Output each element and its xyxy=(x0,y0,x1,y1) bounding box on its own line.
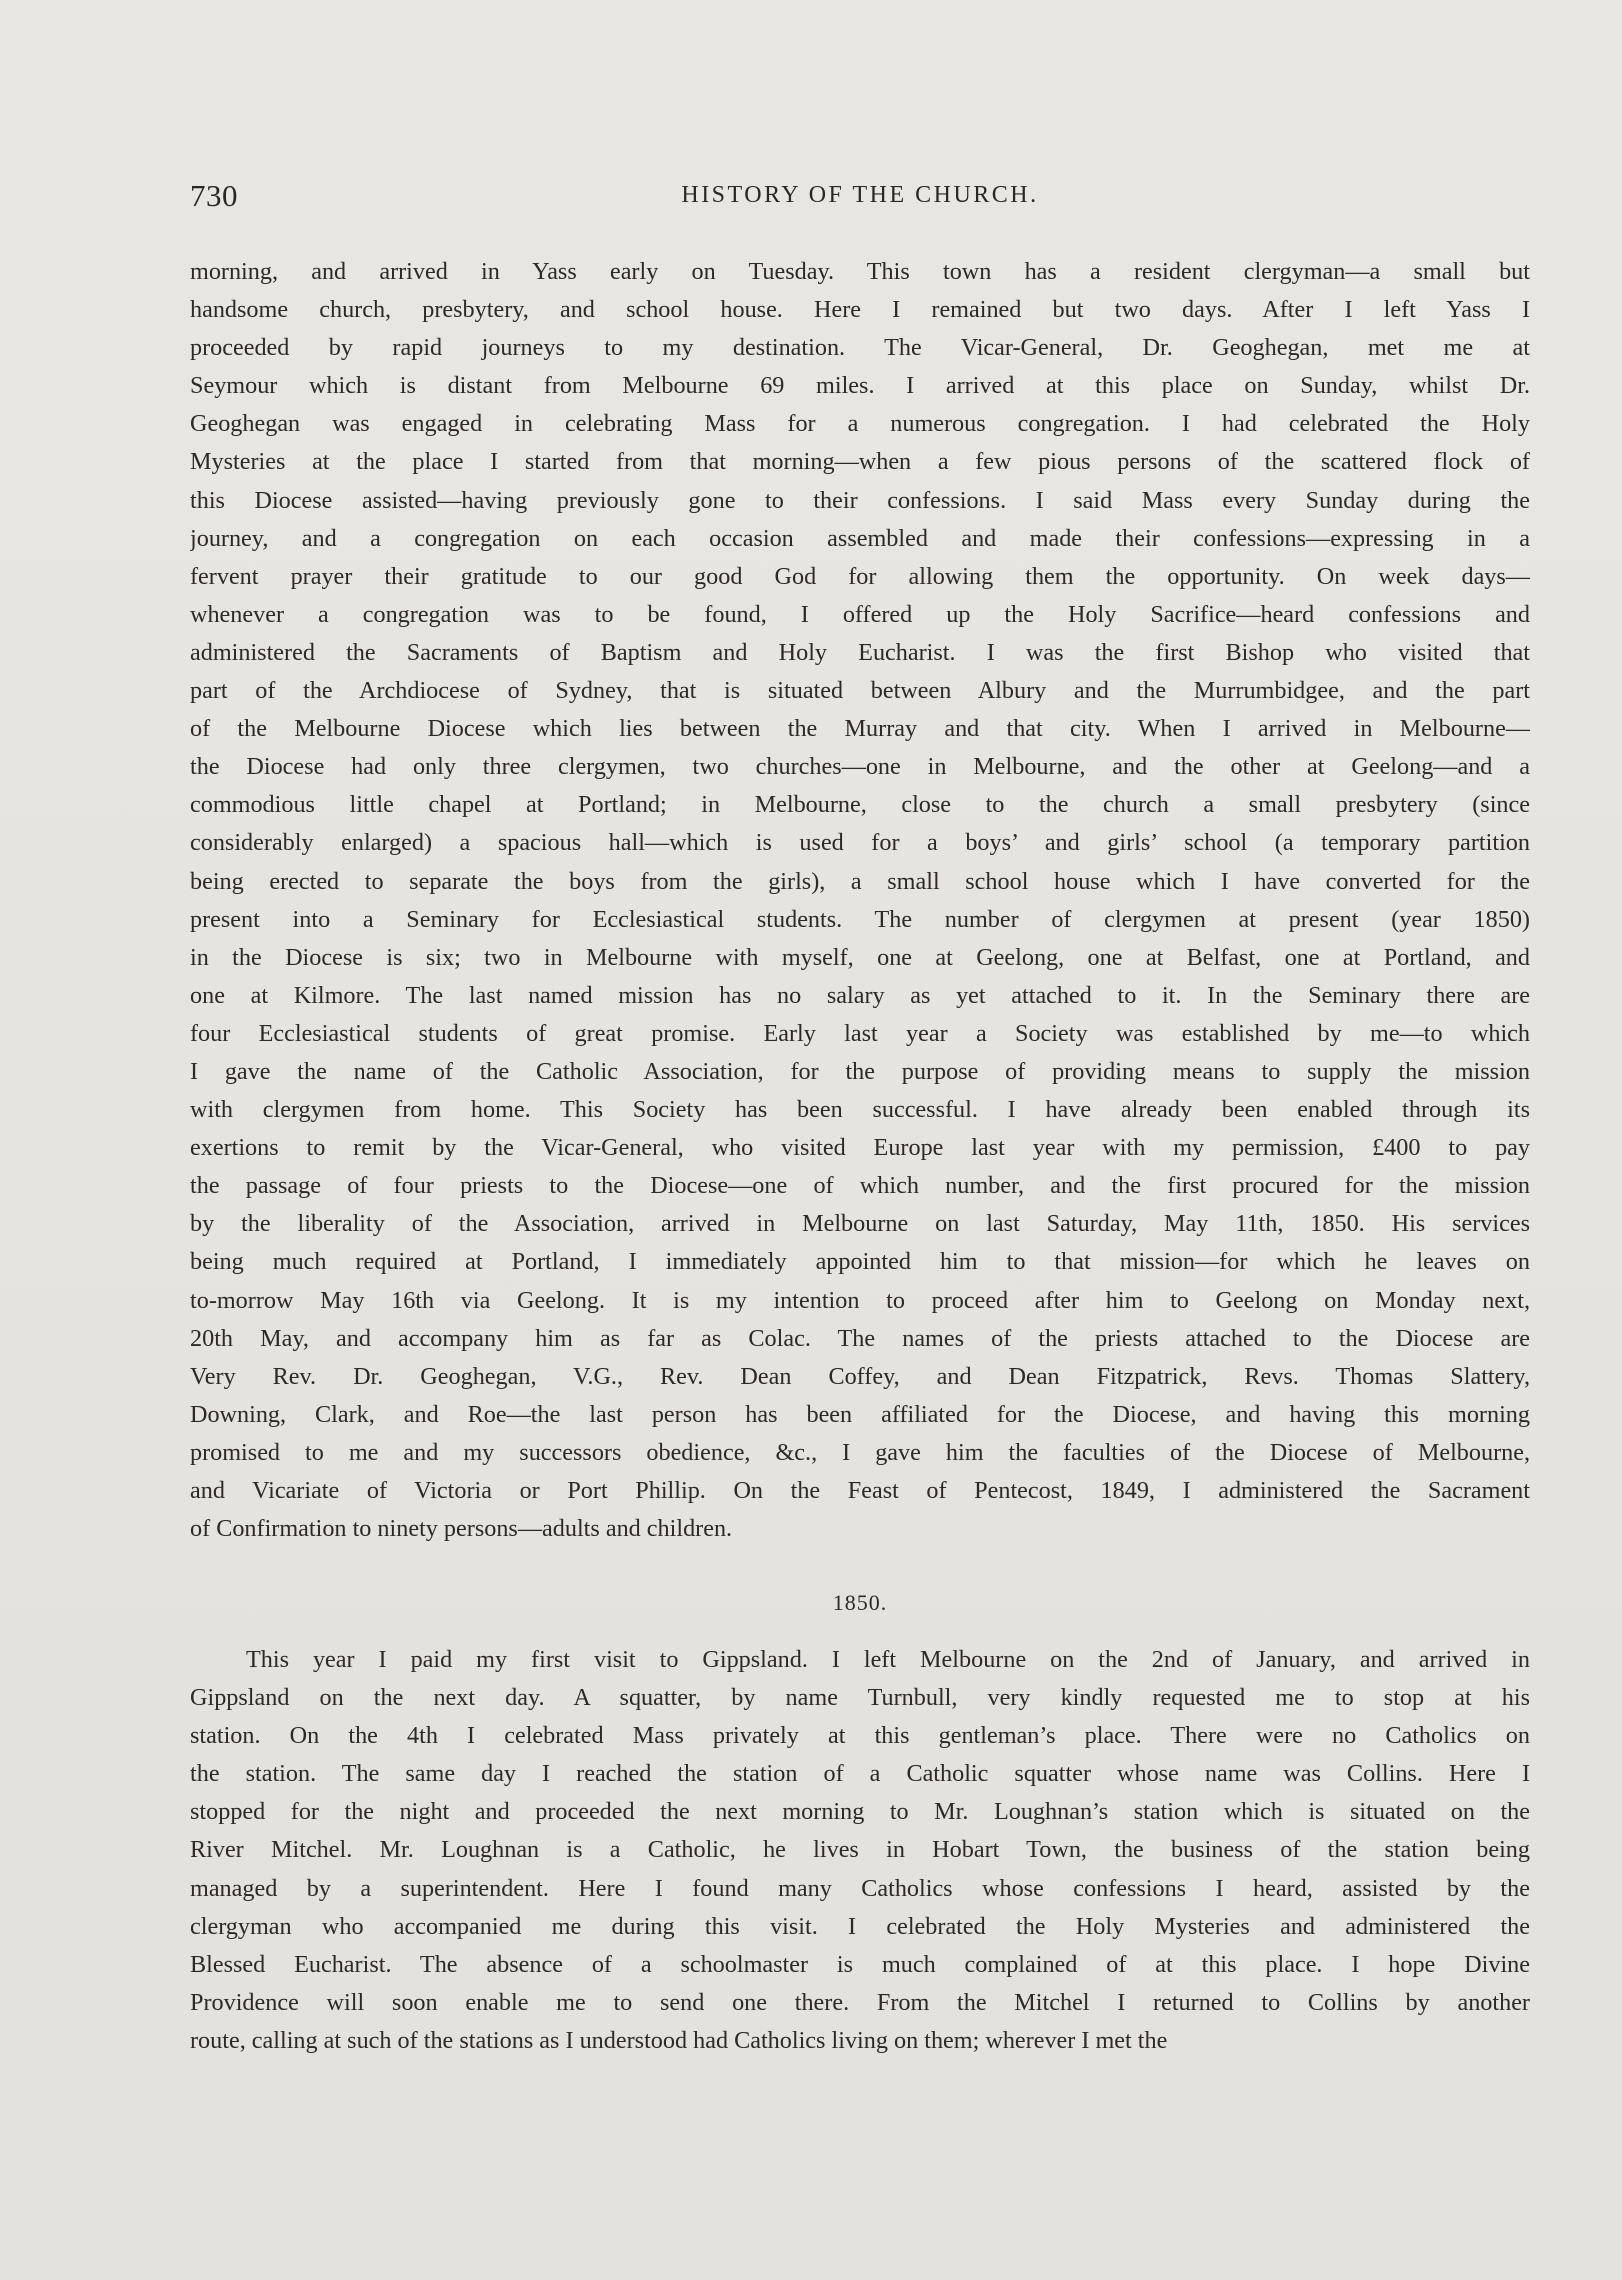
text-line: the Diocese had only three clergymen, two churches—one in Melbourne, and the other at Geelong—and a xyxy=(190,753,1530,781)
text-line: Geoghegan was engaged in celebrating Mass for a numerous congregation. I had celebrated the Holy xyxy=(190,410,1530,438)
text-line: administered the Sacraments of Baptism and Holy Eucharist. I was the first Bishop who visited that xyxy=(190,638,1530,666)
text-line: with clergymen from home. This Society has been successful. I have already been enabled through its xyxy=(190,1096,1530,1124)
running-title: HISTORY OF THE CHURCH. xyxy=(681,182,1039,208)
text-line: whenever a congregation was to be found, I offered up the Holy Sacrifice—heard confessions and xyxy=(190,600,1530,628)
text-line: Seymour which is distant from Melbourne 69 miles. I arrived at this place on Sunday, whilst Dr. xyxy=(190,372,1530,400)
text-line: Providence will soon enable me to send one there. From the Mitchel I returned to Collins by another xyxy=(190,1988,1530,2016)
text-line: the station. The same day I reached the station of a Catholic squatter whose name was Collins. Here I xyxy=(190,1760,1530,1788)
text-line: considerably enlarged) a spacious hall—which is used for a boys’ and girls’ school (a temporary partition xyxy=(190,829,1530,857)
text-line: by the liberality of the Association, arrived in Melbourne on last Saturday, May 11th, 1850. His services xyxy=(190,1210,1530,1238)
text-line: 20th May, and accompany him as far as Colac. The names of the priests attached to the Diocese are xyxy=(190,1324,1530,1352)
text-line: present into a Seminary for Ecclesiastical students. The number of clergymen at present (year 1850) xyxy=(190,905,1530,933)
text-line: exertions to remit by the Vicar-General, who visited Europe last year with my permission, £400 to pay xyxy=(190,1134,1530,1162)
text-line: promised to me and my successors obedience, &c., I gave him the faculties of the Diocese of Melbourne, xyxy=(190,1438,1530,1466)
text-line: of the Melbourne Diocese which lies between the Murray and that city. When I arrived in Melbourne— xyxy=(190,715,1530,743)
text-line: the passage of four priests to the Diocese—one of which number, and the first procured for the mission xyxy=(190,1172,1530,1200)
text-line: commodious little chapel at Portland; in Melbourne, close to the church a small presbytery (since xyxy=(190,791,1530,819)
text-line: to-morrow May 16th via Geelong. It is my intention to proceed after him to Geelong on Monday next, xyxy=(190,1286,1530,1314)
text-line: proceeded by rapid journeys to my destination. The Vicar-General, Dr. Geoghegan, met me at xyxy=(190,334,1530,362)
text-line: in the Diocese is six; two in Melbourne with myself, one at Geelong, one at Belfast, one at Portland, and xyxy=(190,943,1530,971)
text-line: River Mitchel. Mr. Loughnan is a Catholic, he lives in Hobart Town, the business of the station being xyxy=(190,1836,1530,1864)
paragraph-1 xyxy=(190,253,1530,1548)
text-line: of Confirmation to ninety persons—adults and children. xyxy=(190,1515,733,1543)
text-line: and Vicariate of Victoria or Port Phillip. On the Feast of Pentecost, 1849, I administered the Sacrament xyxy=(190,1477,1530,1504)
running-head xyxy=(190,178,1530,214)
text-line: route, calling at such of the stations as I understood had Catholics living on them; wherever I met the xyxy=(190,2026,1168,2054)
text-line: part of the Archdiocese of Sydney, that is situated between Albury and the Murrumbidgee, and the part xyxy=(190,677,1530,705)
text-line: station. On the 4th I celebrated Mass privately at this gentleman’s place. There were no Catholics on xyxy=(190,1722,1530,1750)
text-line: journey, and a congregation on each occasion assembled and made their confessions—expressing in a xyxy=(190,524,1530,552)
text-line: Very Rev. Dr. Geoghegan, V.G., Rev. Dean Coffey, and Dean Fitzpatrick, Revs. Thomas Slattery, xyxy=(190,1362,1530,1390)
text-line: being erected to separate the boys from the girls), a small school house which I have converted for the xyxy=(190,867,1530,895)
text-line: I gave the name of the Catholic Association, for the purpose of providing means to supply the mission xyxy=(190,1057,1530,1085)
paragraph-2 xyxy=(190,1641,1530,2060)
text-line: fervent prayer their gratitude to our good God for allowing them the opportunity. On week days— xyxy=(190,562,1530,590)
text-line: Gippsland on the next day. A squatter, by name Turnbull, very kindly requested me to stop at his xyxy=(190,1684,1530,1712)
section-heading-1850: 1850. xyxy=(832,1590,888,1615)
text-line: this Diocese assisted—having previously gone to their confessions. I said Mass every Sunday during the xyxy=(190,486,1530,514)
text-line: Blessed Eucharist. The absence of a schoolmaster is much complained of at this place. I hope Divine xyxy=(190,1950,1530,1978)
text-line: clergyman who accompanied me during this visit. I celebrated the Holy Mysteries and administered the xyxy=(190,1912,1530,1940)
text-line: Downing, Clark, and Roe—the last person has been affiliated for the Diocese, and having this morning xyxy=(190,1400,1530,1428)
page-number: 730 xyxy=(190,178,238,213)
text-line: managed by a superintendent. Here I found many Catholics whose confessions I heard, assisted by the xyxy=(190,1874,1530,1902)
text-line: This year I paid my first visit to Gippsland. I left Melbourne on the 2nd of January, and arrived in xyxy=(246,1646,1530,1673)
text-line: handsome church, presbytery, and school house. Here I remained but two days. After I left Yass I xyxy=(190,296,1530,324)
text-line: Mysteries at the place I started from that morning—when a few pious persons of the scattered flock of xyxy=(190,448,1530,476)
text-line: stopped for the night and proceeded the next morning to Mr. Loughnan’s station which is situated on the xyxy=(190,1798,1530,1826)
text-line: being much required at Portland, I immediately appointed him to that mission—for which he leaves on xyxy=(190,1248,1530,1276)
text-line: morning, and arrived in Yass early on Tuesday. This town has a resident clergyman—a small but xyxy=(190,258,1530,285)
text-line: one at Kilmore. The last named mission has no salary as yet attached to it. In the Seminary there are xyxy=(190,981,1530,1009)
text-line: four Ecclesiastical students of great promise. Early last year a Society was established by me—to which xyxy=(190,1019,1530,1047)
